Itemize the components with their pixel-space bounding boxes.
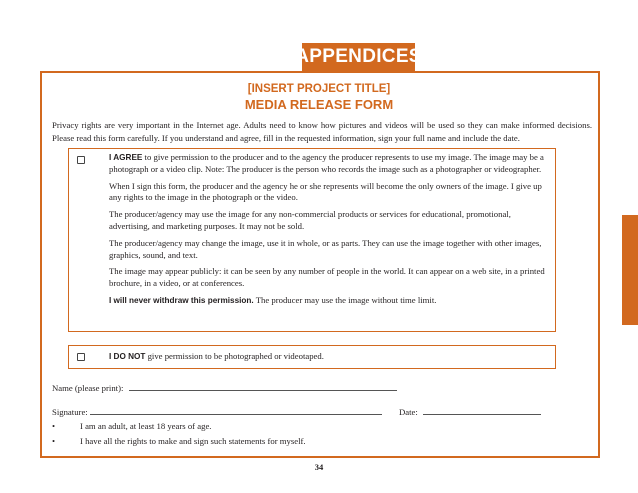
agree-checkbox[interactable]	[77, 156, 85, 164]
name-label: Name (please print):	[52, 383, 124, 393]
date-label: Date:	[399, 407, 418, 417]
disagree-section	[68, 345, 556, 369]
project-title: [INSERT PROJECT TITLE]	[247, 83, 391, 95]
date-row	[399, 405, 541, 417]
date-field[interactable]	[423, 405, 541, 415]
agree-paragraph-5: The image may appear publicly: it can be seen by any number of people in the world. It can appear on a web site, in a printed brochure, in a video, or at conferences.	[109, 266, 545, 289]
agree-paragraph-4: The producer/agency may change the image, use it in whole, or as parts. They can use the image together with other images, graphics, sound, and text.	[109, 237, 542, 260]
disagree-checkbox[interactable]	[77, 353, 85, 361]
agree-text-6: The producer may use the image without time limit.	[253, 294, 437, 305]
agree-paragraph-1	[109, 152, 549, 176]
bullet-symbol: •	[52, 421, 56, 431]
name-field[interactable]	[129, 381, 397, 391]
signature-field[interactable]	[90, 405, 382, 415]
disagree-body	[109, 351, 549, 363]
agree-paragraph-3: The producer/agency may use the image for any non-commercial products or services for educational, promotional, advertising, and marketing purposes. It may not be sold.	[109, 209, 511, 231]
section-banner	[295, 43, 422, 71]
intro-paragraph: Privacy rights are very important in the Internet age. Adults need to know how pictures and videos will be used so they can make informed decisions. Please read this form carefully. If you understand and agree, fill in the requested information, sign your full name and include the date.	[52, 120, 592, 143]
disagree-keyword: I DO NOT	[109, 352, 146, 361]
never-withdraw-text: I will never withdraw this permission.	[109, 295, 254, 305]
banner-label: APPENDICES	[295, 46, 422, 67]
bullet-symbol: •	[52, 436, 56, 446]
side-tab-marker	[622, 215, 638, 325]
signature-row	[52, 405, 382, 417]
agree-keyword: I AGREE	[109, 153, 143, 162]
agree-text-1: to give permission to the producer and to the agency the producer represents to use my image. The image may be a photograph or a video clip. Note: The producer is the person who records the image such as a photographer or videographer.	[109, 152, 544, 174]
name-row	[52, 381, 397, 393]
agree-paragraph-2: When I sign this form, the producer and the agency he or she represents will become the only owners of the image. I give up any rights to the image in the photograph or the video.	[109, 180, 542, 203]
agree-body	[109, 152, 549, 312]
page-number: 34	[314, 462, 324, 472]
form-title: MEDIA RELEASE FORM	[244, 97, 394, 112]
bullet-text: I have all the rights to make and sign such statements for myself.	[80, 436, 306, 446]
agree-paragraph-6	[109, 295, 549, 307]
agree-section	[68, 148, 556, 332]
signature-label: Signature:	[52, 407, 88, 417]
bullet-text: I am an adult, at least 18 years of age.	[80, 421, 212, 431]
disagree-text: give permission to be photographed or videotaped.	[145, 351, 324, 361]
